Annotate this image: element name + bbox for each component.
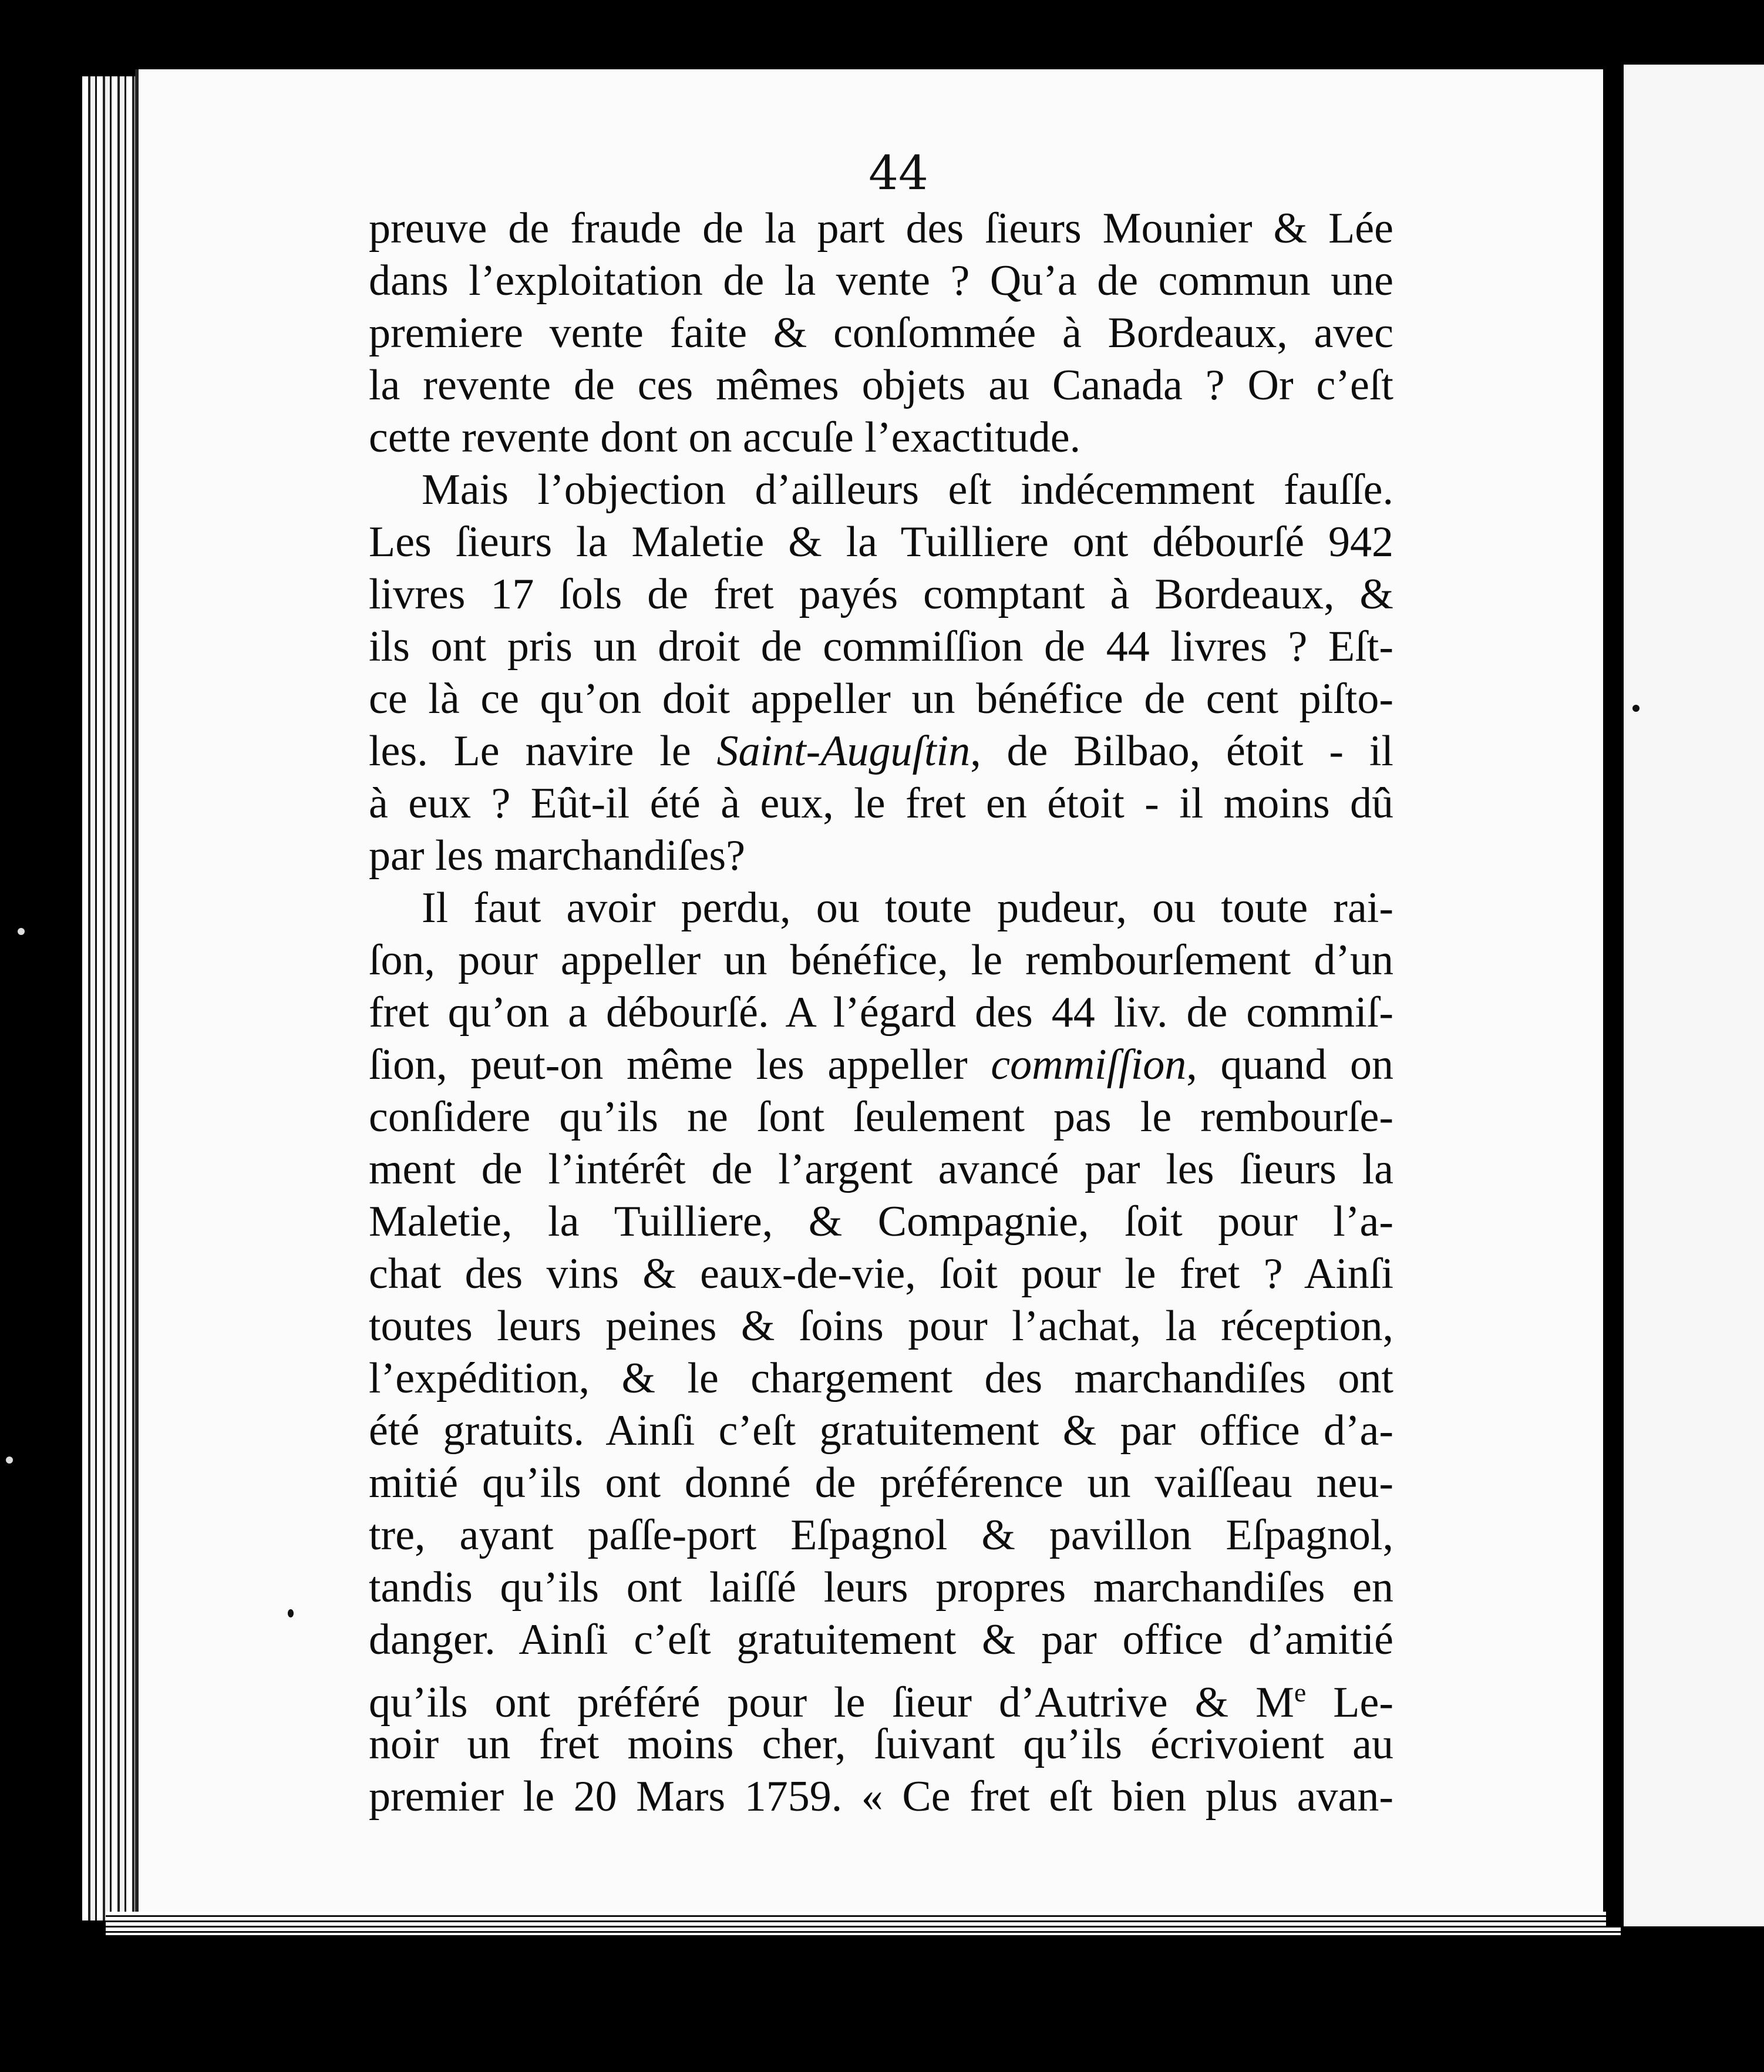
text-line: l’expédition, & le chargement des marchandiſes ont [369,1354,1393,1402]
text-line: tandis qu’ils ont laiſſé leurs propres marchandiſes en [369,1563,1393,1612]
page-number: 44 [868,146,928,200]
text-line: cette revente dont on accuſe l’exactitude. [369,413,1081,462]
text-line [369,725,1393,778]
text-line: ment de l’intérêt de l’argent avancé par les ſieurs la [369,1145,1393,1193]
text-line: danger. Ainſi c’eſt gratuitement & par office d’amitié [369,1616,1393,1664]
text-line: à eux ? Eût-il été à eux, le fret en étoit - il moins dû [369,779,1393,828]
line-text: qu’ils ont préféré pour le ſieur d’Autrive & M [369,1679,1294,1727]
text-line: ce là ce qu’on doit appeller un bénéfice de cent piſto- [369,675,1393,723]
line-text: ſion, peut-on même les appeller [369,1041,991,1089]
superscript: e [1294,1677,1307,1707]
ink-speck [1632,705,1640,712]
text-line: conſidere qu’ils ne ſont ſeulement pas le rembourſe- [369,1093,1393,1141]
text-line [369,1666,1393,1727]
facing-page-edge [1624,65,1764,1926]
text-line: Les ſieurs la Maletie & la Tuilliere ont débourſé 942 [369,518,1393,566]
text-line: Mais l’objection d’ailleurs eſt indécemment fauſſe. [422,466,1393,514]
ink-speck [288,1609,294,1617]
text-line: Il faut avoir perdu, ou toute pudeur, ou toute rai- [422,884,1393,932]
text-line: chat des vins & eaux-de-vie, ſoit pour le fret ? Ainſi [369,1250,1393,1298]
text-line: ils ont pris un droit de commiſſion de 44 livres ? Eſt- [369,623,1393,671]
text-line: mitié qu’ils ont donné de préférence un vaiſſeau neu- [369,1459,1393,1507]
page-bottom-edge [106,1912,1621,1935]
book-gutter [1606,65,1624,1926]
line-text: , de Bilbao, étoit - il [970,727,1393,775]
text-line: livres 17 ſols de fret payés comptant à Bordeaux, & [369,570,1393,618]
text-line: dans l’exploitation de la vente ? Qu’a de commun une [369,257,1393,305]
body-text [369,203,1393,1823]
text-line: par les marchandiſes? [369,832,746,880]
line-text: Le- [1306,1679,1393,1727]
ink-speck [6,1457,13,1464]
text-line: Maletie, la Tuilliere, & Compagnie, ſoit pour l’a- [369,1198,1393,1246]
ship-name: Saint-Auguſtin [716,727,971,775]
line-text: les. Le navire le [369,727,717,775]
text-line: tre, ayant paſſe-port Eſpagnol & pavillon Eſpagnol, [369,1511,1393,1559]
text-line: fret qu’on a débourſé. A l’égard des 44 liv. de commiſ- [369,988,1393,1037]
text-line: premiere vente faite & conſommée à Bordeaux, avec [369,309,1393,357]
text-line: noir un fret moins cher, ſuivant qu’ils écrivoient au [369,1720,1393,1768]
text-line: preuve de fraude de la part des ſieurs Mounier & Lée [369,204,1393,253]
line-text: , quand on [1186,1041,1393,1089]
text-line: ſon, pour appeller un bénéfice, le rembourſement d’un [369,936,1393,984]
text-line [369,1039,1393,1091]
text-line: toutes leurs peines & ſoins pour l’achat, la réception, [369,1302,1393,1350]
text-line: la revente de ces mêmes objets au Canada ? Or c’eſt [369,361,1393,409]
text-line: été gratuits. Ainſi c’eſt gratuitement & par office d’a- [369,1407,1393,1455]
italic-word: commiſſion [991,1041,1187,1089]
text-line: premier le 20 Mars 1759. « Ce fret eſt bien plus avan- [369,1772,1393,1821]
ink-speck [18,928,25,935]
